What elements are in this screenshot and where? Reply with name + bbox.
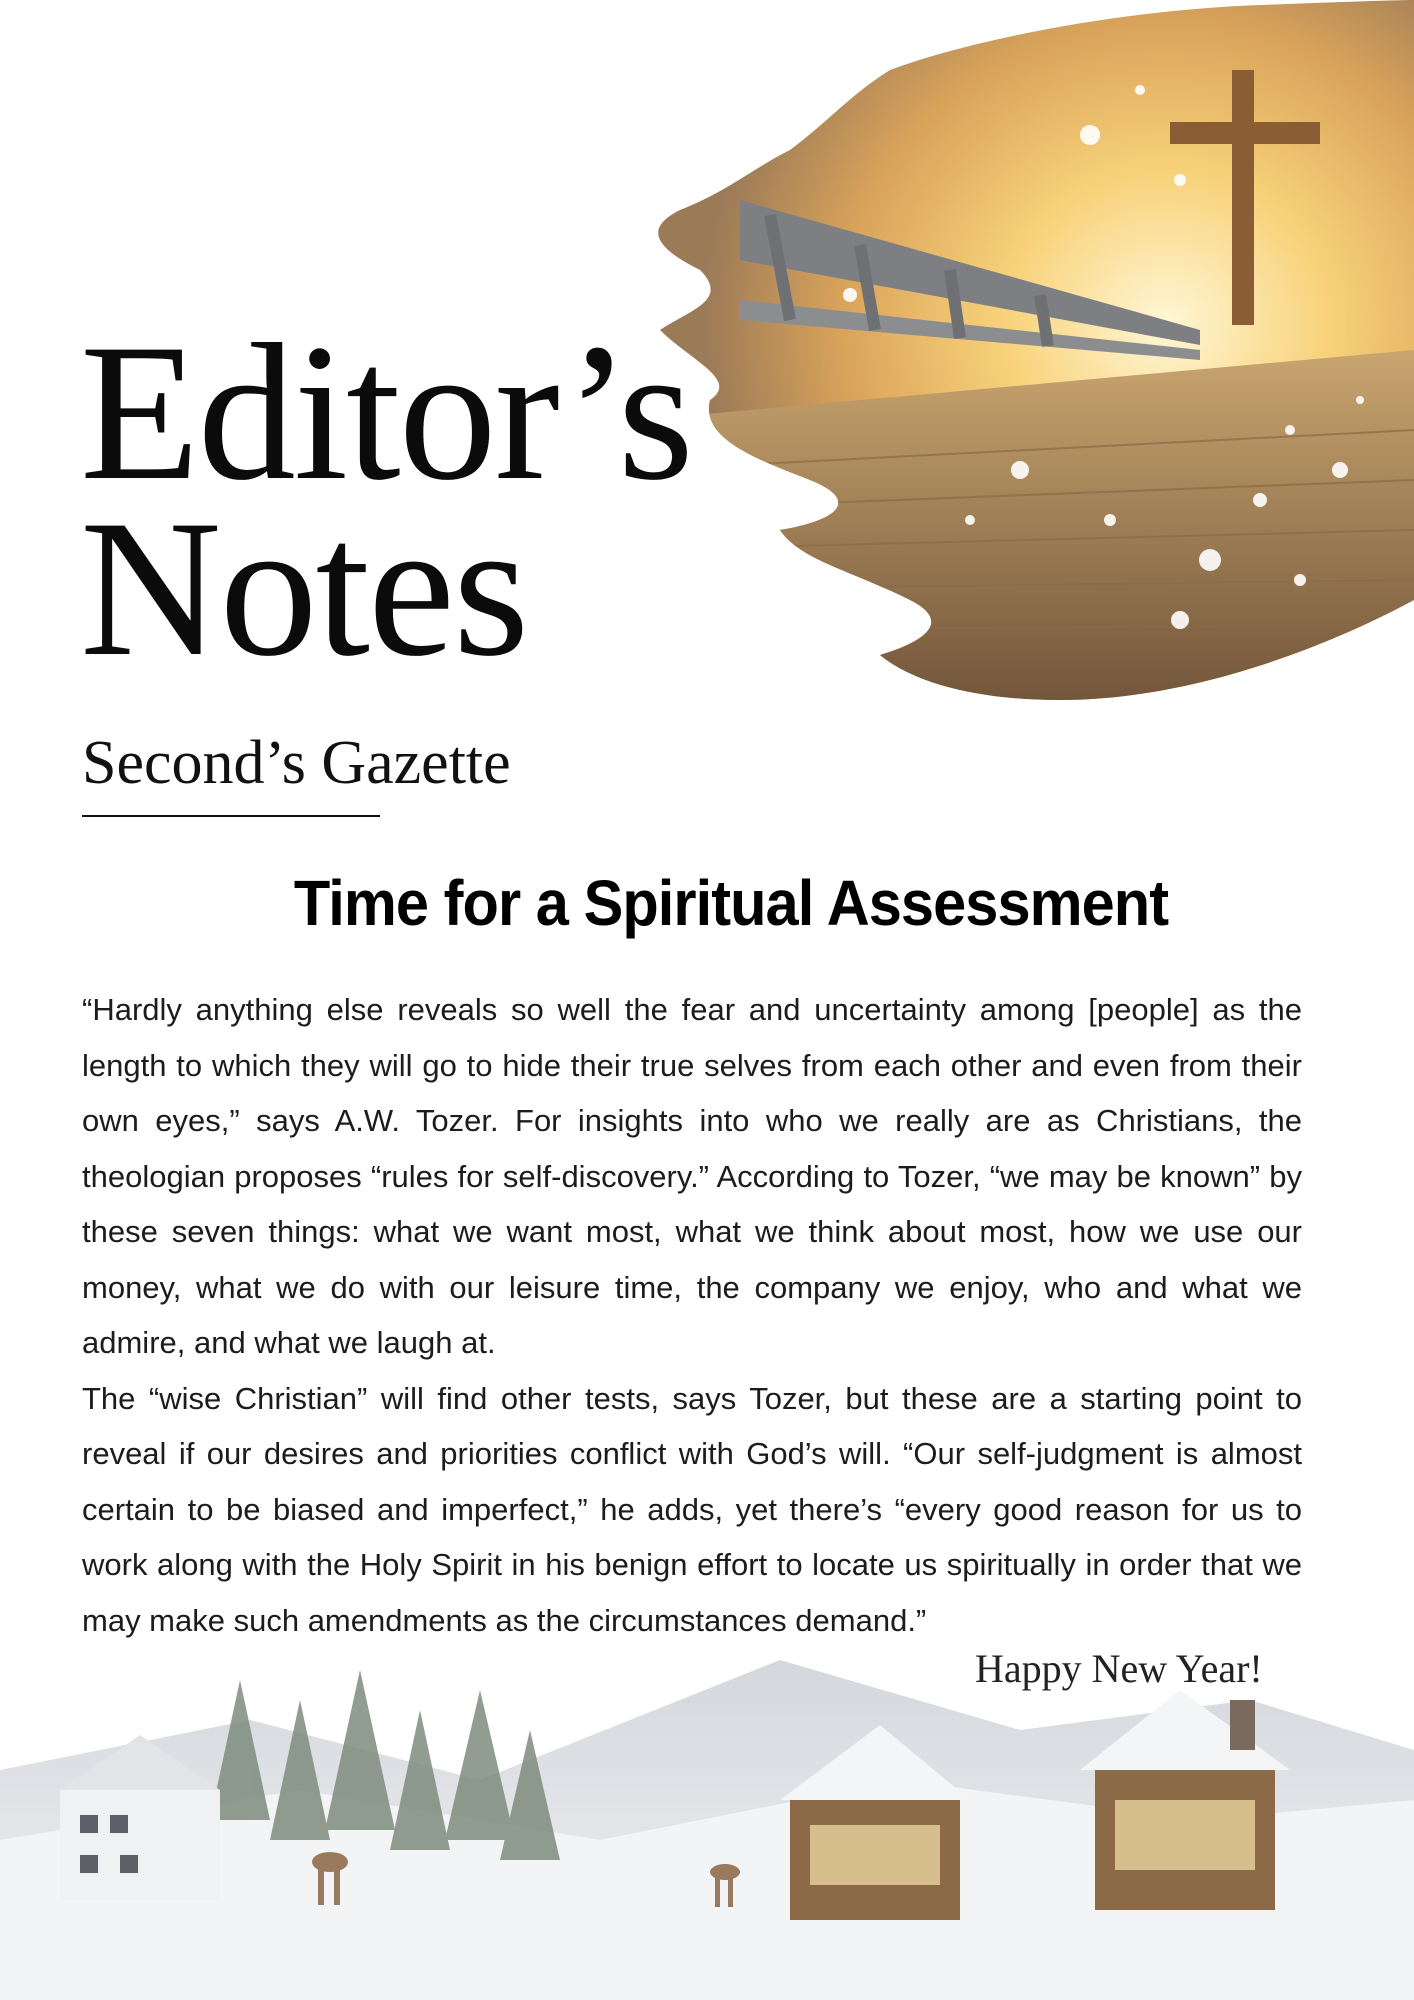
- masthead-title: [80, 304, 720, 697]
- winter-village-illustration: [0, 1640, 1414, 2000]
- article-headline: Time for a Spiritual Assessment: [293, 867, 1169, 939]
- masthead-title-line2: Notes: [80, 480, 528, 697]
- masthead-title-line1: Editor’s: [80, 304, 692, 521]
- hero-image-sunset-cross: [640, 0, 1414, 720]
- subtitle-divider: [82, 815, 380, 817]
- article-paragraph-1: “Hardly anything else reveals so well the fear and uncertainty among [people] as the length to which they will go to hide their true selves from each other and even from their own eyes,” says A.W. Tozer. For insights into who we really are as Christians, the theologian proposes “rules for self-discovery.” According to Tozer, “we may be known” by these seven things: what we want most, what we think about most, how we use our money, what we do with our leisure time, the company we enjoy, who and what we admire, and what we laugh at.: [82, 992, 1302, 1360]
- publication-name: Second’s Gazette: [82, 729, 511, 797]
- article-paragraph-2: The “wise Christian” will find other tests, says Tozer, but these are a starting point to reveal if our desires and priorities conflict with God’s will. “Our self-judgment is almost certain to be biased and imperfect,” he adds, yet there’s “every good reason for us to work along with the Holy Spirit in his benign effort to locate us spiritually in order that we may make such amendments as the circumstances demand.”: [82, 1380, 1302, 1638]
- article-body: [82, 982, 1302, 1648]
- closing-greeting: Happy New Year!: [975, 1646, 1263, 1691]
